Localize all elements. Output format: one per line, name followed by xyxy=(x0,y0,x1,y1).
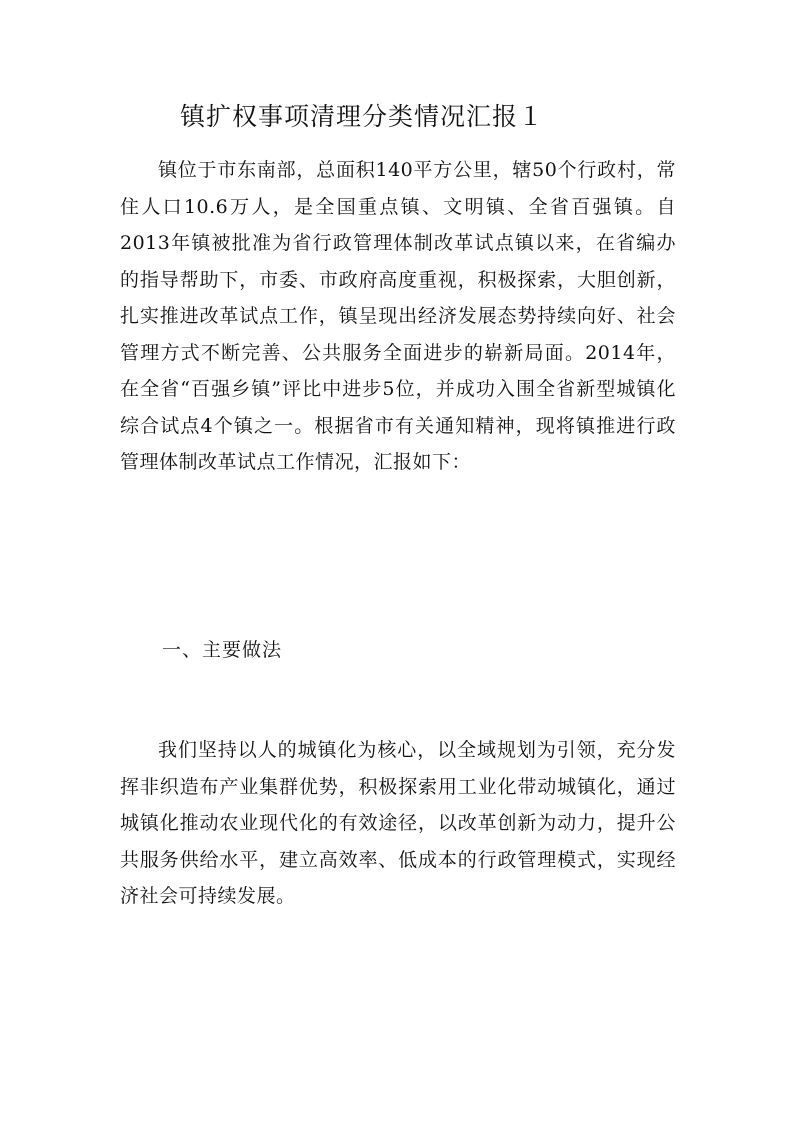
document-title: 镇扩权事项清理分类情况汇报１ xyxy=(180,102,545,131)
section-heading: 一、主要做法 xyxy=(162,639,283,661)
intro-paragraph: 镇位于市东南部，总面积140平方公里，辖50个行政村，常住人口10.6万人，是全国重点镇、文明镇、全省百强镇。自2013年镇被批准为省行政管理体制改革试点镇以来，在省编办的指导帮助下，市委、市政府高度重视，积极探索，大胆创新，扎实推进改革试点工作，镇呈现出经济发展态势持续向好、社会管理方式不断完善、公共服务全面进步的崭新局面。2014年，在全省“百强乡镇”评比中进步5位，并成功入围全省新型城镇化综合试点4个镇之一。根据省市有关通知精神，现将镇推进行政管理体制改革试点工作情况，汇报如下： xyxy=(120,159,676,473)
section-paragraph: 我们坚持以人的城镇化为核心，以全域规划为引领，充分发挥非织造布产业集群优势，积极探索用工业化带动城镇化，通过城镇化推动农业现代化的有效途径，以改革创新为动力，提升公共服务供给水平，建立高效率、低成本的行政管理模式，实现经济社会可持续发展。 xyxy=(120,739,676,907)
